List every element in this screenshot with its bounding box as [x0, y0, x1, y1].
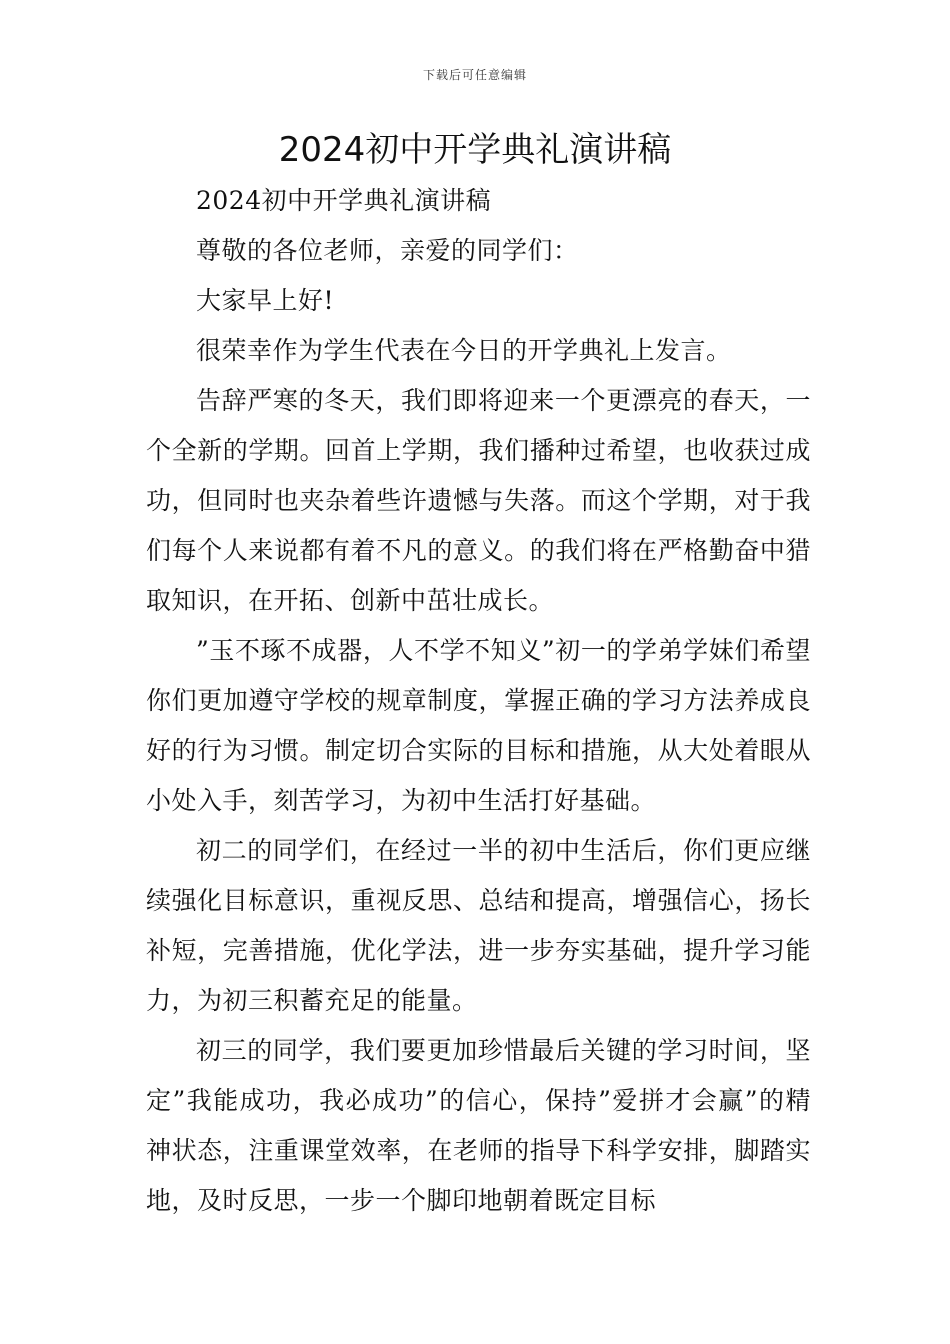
paragraph-greeting: 尊敬的各位老师，亲爱的同学们：: [196, 236, 579, 265]
document-body: [146, 176, 811, 1226]
paragraph-new-semester: 告辞严寒的冬天，我们即将迎来一个更漂亮的春天，一个全新的学期。回首上学期，我们播种过希望，也收获过成功，但同时也夹杂着些许遗憾与失落。而这个学期，对于我们每个人来说都有着不凡的意义。的我们将在严格勤奋中猎取知识，在开拓、创新中茁壮成长。: [146, 386, 811, 615]
paragraph-grade-two: 初二的同学们，在经过一半的初中生活后，你们更应继续强化目标意识，重视反思、总结和提高，增强信心，扬长补短，完善措施，优化学法，进一步夯实基础，提升学习能力，为初三积蓄充足的能量。: [146, 836, 811, 1015]
header-note: 下载后可任意编辑: [422, 68, 527, 82]
paragraph-grade-three: 初三的同学，我们要更加珍惜最后关键的学习时间，坚定”我能成功，我必成功”的信心，保持”爱拼才会赢”的精神状态，注重课堂效率，在老师的指导下科学安排，脚踏实地，及时反思，一步一个脚印地朝着既定目标: [146, 1036, 811, 1215]
paragraph-good-morning: 大家早上好!: [196, 286, 335, 315]
paragraph-grade-one: ”玉不琢不成器，人不学不知义”初一的学弟学妹们希望你们更加遵守学校的规章制度，掌握正确的学习方法养成良好的行为习惯。制定切合实际的目标和措施，从大处着眼从小处入手，刻苦学习，为初中生活打好基础。: [146, 636, 811, 815]
paragraph-intro: 很荣幸作为学生代表在今日的开学典礼上发言。: [196, 336, 732, 365]
document-title: 2024初中开学典礼演讲稿: [278, 130, 672, 170]
paragraph-subtitle: 2024初中开学典礼演讲稿: [196, 186, 492, 215]
